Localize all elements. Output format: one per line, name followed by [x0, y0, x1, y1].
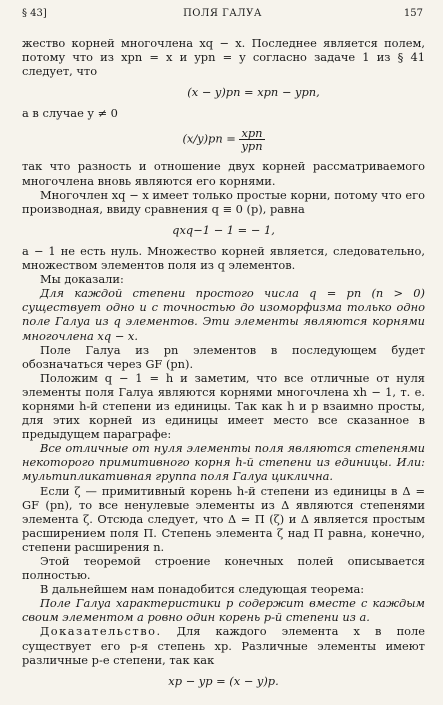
paragraph: Многочлен xq − x имеет только простые корни, потому что его производная, ввиду сравнения q ≡ 0 (p), равна: [22, 187, 425, 216]
paragraph: В дальнейшем нам понадобится следующая теорема:: [40, 582, 365, 597]
paragraph: Мы доказали:: [40, 272, 124, 287]
paragraph: Положим q − 1 = h и заметим, что все отличные от нуля элементы поля Галуа являются корнями многочлена xh − 1, т. е. корнями h-й степени из единицы. Так как h и p взаимно просты, для этих корней из единицы имеет место все сказанное в предыдущем параграфе:: [22, 370, 425, 442]
page-number: 157: [403, 8, 423, 19]
section-ref: § 43]: [22, 8, 47, 19]
theorem-statement: Поле Галуа характеристики p содержит вместе с каждым своим элементом a ровно один корень p-й степени из a.: [22, 596, 425, 625]
paragraph: а − 1 не есть нуль. Множество корней является, следовательно, множеством элементов поля из q элементов.: [22, 243, 425, 273]
chapter-title: ПОЛЯ ГАЛУА: [183, 8, 262, 19]
fraction-denominator: ypn: [241, 139, 263, 154]
formula: (x − y)pn = xpn − ypn,: [187, 85, 320, 100]
paragraph: Если ζ — примитивный корень h-й степени из единицы в Δ = GF (pn), то все ненулевые элементы из Δ являются степенями элемента ζ. Отсюда следует, что Δ = Π (ζ) и Δ является простым расширением поля Π. Степень элемента ζ над Π равна, конечно, степени расширения n.: [22, 483, 425, 554]
formula: [22, 127, 425, 152]
formula: qxq−1 − 1 = − 1,: [172, 222, 275, 237]
fraction: [239, 127, 264, 152]
paragraph: а в случае y ≠ 0: [22, 106, 118, 121]
proof-paragraph: [22, 624, 425, 666]
fraction-numerator: xpn: [239, 127, 264, 140]
theorem-statement: Для каждой степени простого числа q = pn (n > 0) существует одно и с точностью до изоморфизма только одно поле Галуа из q элементов. Эти элементы являются корнями многочлена xq − x.: [22, 286, 425, 343]
theorem-statement: Все отличные от нуля элементы поля являются степенями некоторого примитивного корня h-й степени из единицы. Или: мультипликативная группа поля Галуа циклична.: [22, 441, 425, 484]
paragraph: так что разность и отношение двух корней рассматриваемого многочлена вновь являются его корнями.: [22, 159, 425, 188]
formula: xp − yp = (x − y)p.: [168, 673, 279, 688]
proof-text: Для каждого элемента x в поле существует его p-я степень xp. Различные элементы имеют различные p-е степени, так как: [22, 624, 425, 667]
proof-heading: Доказательство.: [40, 624, 162, 639]
paragraph: жество корней многочлена xq − x. Последнее является полем, потому что из xpn = x и ypn = y согласно задаче 1 из § 41 следует, что: [22, 36, 425, 79]
page-body: [22, 36, 425, 695]
paragraph: Поле Галуа из pn элементов в последующем будет обозначаться через GF (pn).: [22, 342, 425, 371]
paragraph: Этой теоремой строение конечных полей описывается полностью.: [22, 554, 425, 583]
running-header: [22, 8, 423, 24]
formula-lhs: (x/y)pn =: [182, 131, 236, 146]
